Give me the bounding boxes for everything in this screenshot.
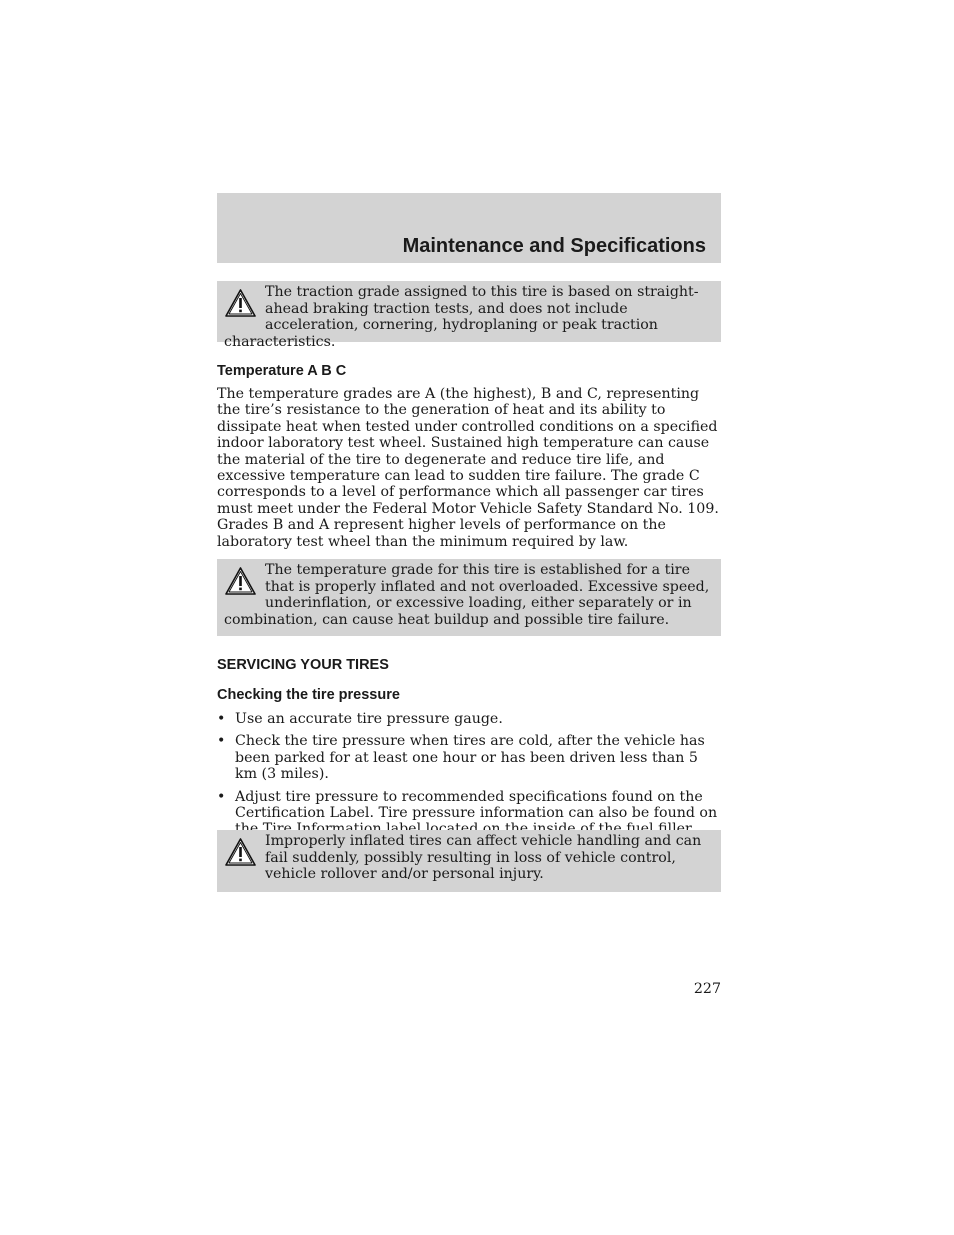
warning-box-traction [217, 281, 721, 350]
list-item [217, 711, 721, 727]
bullet-icon: • [217, 711, 226, 727]
bullet-icon: • [217, 733, 226, 750]
page-number: 227 [693, 981, 721, 997]
subheading-checking-pressure: Checking the tire pressure [217, 687, 400, 703]
list-item [217, 733, 721, 782]
warning-text: The traction grade assigned to this tire is based on straight-ahead braking traction tests, and does not include acceleration, cornering, hydroplaning or peak traction characteristics. [224, 284, 699, 350]
warning-box-temperature [217, 559, 721, 636]
warning-box-inflation [217, 830, 721, 892]
header-band [217, 193, 721, 263]
warning-triangle-icon [224, 288, 257, 318]
bullet-icon: • [217, 788, 226, 805]
warning-triangle-icon [224, 837, 257, 867]
section-heading-servicing: SERVICING YOUR TIRES [217, 657, 389, 673]
warning-text: The temperature grade for this tire is established for a tire that is properly inflated and not overloaded. Excessive speed, underinflation, or excessive loading, either separately or in combination, can cause heat buildup and possible tire failure. [224, 562, 710, 628]
section-heading-temperature: Temperature A B C [217, 363, 347, 379]
temperature-paragraph: The temperature grades are A (the highest), B and C, representing the tire’s resistance to the generation of heat and its ability to dissipate heat when tested under controlled conditions on a specified indoor laboratory test wheel. Sustained high temperature can cause the material of the tire to degenerate and reduce tire life, and excessive temperature can lead to sudden tire failure. The grade C corresponds to a level of performance which all passenger car tires must meet under the Federal Motor Vehicle Safety Standard No. 109. Grades B and A represent higher levels of performance on the laboratory test wheel than the minimum required by law. [217, 386, 719, 550]
list-item-text: Use an accurate tire pressure gauge. [235, 711, 503, 727]
warning-triangle-icon [224, 566, 257, 596]
list-item-text: Adjust tire pressure to recommended specifications found on the Certification Label. Tire pressure information can also be found on [235, 788, 718, 822]
warning-text: Improperly inflated tires can affect vehicle handling and can fail suddenly, possibly resulting in loss of vehicle control, vehicle rollover and/or personal injury. [265, 833, 702, 882]
page-title: Maintenance and Specifications [402, 235, 706, 257]
list-item-text: Check the tire pressure when tires are cold, after the vehicle has been parked for at least one hour or has been driven less than 5 km (3 miles). [235, 733, 705, 783]
